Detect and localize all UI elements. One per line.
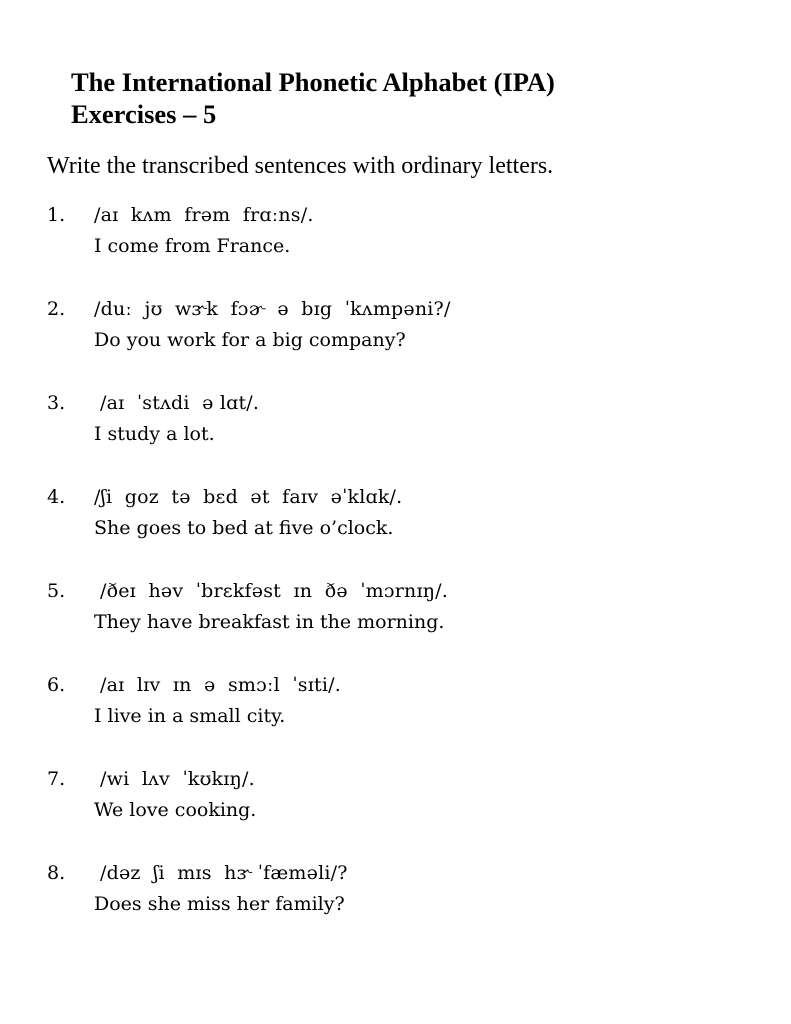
- answer-text: She goes to bed at five o’clock.: [94, 517, 394, 539]
- ipa-transcription: /aɪ lɪv ɪn ə smɔːl ˈsɪti/.: [100, 674, 341, 696]
- answer-text: We love cooking.: [94, 799, 257, 821]
- exercise-number: 5.: [47, 580, 66, 602]
- answer-text: Do you work for a big company?: [94, 329, 406, 351]
- exercise-number: 6.: [47, 674, 66, 696]
- exercise-number: 4.: [47, 486, 66, 508]
- ipa-transcription: /ʃi goz tə bɛd ət faɪv əˈklɑk/.: [94, 486, 403, 508]
- ipa-transcription: /dəz ʃi mɪs hɝ ˈfæməli/?: [100, 862, 348, 884]
- exercise-number: 7.: [47, 768, 66, 790]
- exercise-number: 1.: [47, 204, 66, 226]
- answer-text: They have breakfast in the morning.: [94, 611, 445, 633]
- ipa-transcription: /ðeɪ həv ˈbrɛkfəst ɪn ðə ˈmɔrnɪŋ/.: [100, 580, 449, 602]
- exercise-number: 8.: [47, 862, 66, 884]
- exercise-number: 2.: [47, 298, 66, 320]
- title-line-2: Exercises – 5: [71, 99, 217, 129]
- answer-text: I study a lot.: [94, 423, 215, 445]
- exercise-number: 3.: [47, 392, 66, 414]
- page-title: [71, 66, 751, 130]
- answer-text: I live in a small city.: [94, 705, 286, 727]
- ipa-transcription: /aɪ kʌm frəm frɑːns/.: [94, 204, 314, 226]
- ipa-transcription: /duː jʊ wɝk fɔɚ ə bɪg ˈkʌmpəni?/: [94, 298, 451, 320]
- answer-text: Does she miss her family?: [94, 893, 345, 915]
- title-line-1: The International Phonetic Alphabet (IPA): [71, 67, 555, 97]
- answer-text: I come from France.: [94, 235, 291, 257]
- ipa-transcription: /aɪ ˈstʌdi ə lɑt/.: [100, 392, 260, 414]
- ipa-transcription: /wi lʌv ˈkʊkɪŋ/.: [100, 768, 255, 790]
- instruction-text: Write the transcribed sentences with ordinary letters.: [47, 153, 554, 179]
